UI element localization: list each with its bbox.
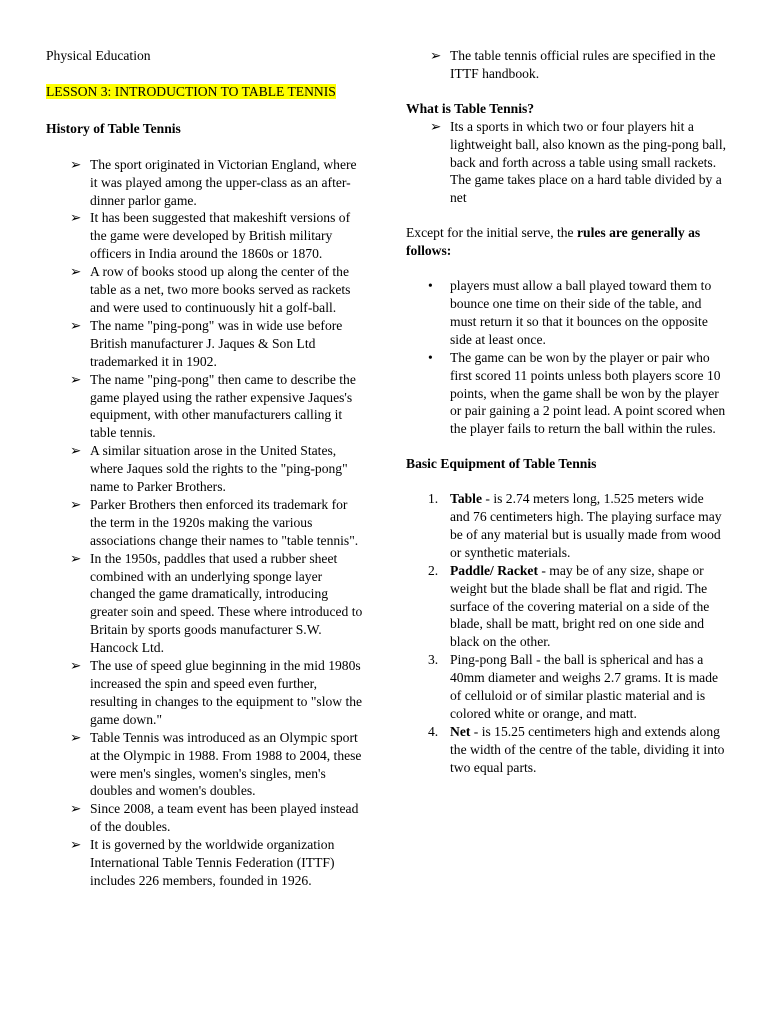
list-item: ➢ Parker Brothers then enforced its trademark for the term in the 1920s making the various associations change their names to "table tennis".	[70, 496, 359, 548]
list-item: ➢ Since 2008, a team event has been played instead of the doubles.	[70, 801, 359, 835]
arrow-bullet-icon: ➢	[70, 156, 82, 172]
list-item: ➢ The sport originated in Victorian England, where it was played among the upper-class as an after-dinner parlor game.	[70, 156, 357, 208]
list-item: • The game can be won by the player or pair who first scored 11 points unless both players score 10 points, when the game shall be won by the player or pair gaining a 2 point lead. A point scored when the player fails to return the ball within the rules.	[428, 349, 726, 437]
list-item: 4. Net - is 15.25 centimeters high and extends along the width of the centre of the table, dividing it into two equal parts.	[428, 723, 725, 775]
left-column	[46, 47, 364, 890]
arrow-bullet-icon: ➢	[70, 443, 82, 459]
list-item: 1. Table - is 2.74 meters long, 1.525 meters wide and 76 centimeters high. The playing surface may be of any material but is usually made from wood or synthetic materials.	[428, 491, 722, 560]
list-item	[406, 47, 726, 83]
arrow-bullet-icon: ➢	[70, 801, 82, 817]
equipment-heading: Basic Equipment of Table Tennis	[406, 456, 597, 472]
what-is-heading: What is Table Tennis?	[406, 100, 535, 116]
bullet-icon: •	[428, 349, 433, 365]
arrow-bullet-icon: ➢	[70, 496, 82, 512]
subject-label: Physical Education	[46, 48, 151, 63]
list-item: ➢ The use of speed glue beginning in the mid 1980s increased the spin and speed even further, resulting in changes to the equipment to "slow the game down."	[70, 658, 363, 727]
list-item: ➢ The name "ping-pong" was in wide use before British manufacturer J. Jaques & Son Ltd trademarked it in 1902.	[70, 317, 343, 369]
list-item: ➢ Table Tennis was introduced as an Olympic sport at the Olympic in 1988. From 1988 to 2004, these were men's singles, women's singles, men's doubles and women's doubles.	[70, 729, 362, 799]
list-item: ➢ The name "ping-pong" then came to describe the game played using the rather expensive Jaques's equipment, with other manufacturers calling it table tennis.	[70, 371, 356, 441]
lesson-title-wrap	[46, 83, 364, 101]
right-column	[406, 47, 726, 777]
arrow-bullet-icon: ➢	[70, 210, 82, 226]
list-item: 2. Paddle/ Racket - may be of any size, shape or weight but the blade shall be flat and rigid. The surface of the covering material on a side of the blade, shall be matt, bright red on one side and black on the other.	[428, 562, 710, 650]
list-item: 3. Ping-pong Ball - the ball is spherical and has a 40mm diameter and weighs 2.7 grams. It is made of celluloid or of similar plastic material and is colored white or orange, and matt.	[428, 652, 719, 721]
arrow-bullet-icon: ➢	[70, 317, 82, 333]
rules-note-list	[406, 47, 726, 83]
list-item: ➢ It is governed by the worldwide organization International Table Tennis Federation (ITTF) includes 226 members, founded in 1926.	[70, 837, 335, 888]
arrow-bullet-icon: ➢	[70, 658, 82, 674]
what-is-list	[406, 118, 726, 208]
history-list	[46, 156, 364, 890]
arrow-bullet-icon: ➢	[70, 837, 82, 853]
arrow-bullet-icon: ➢	[70, 264, 82, 280]
equipment-list	[406, 490, 726, 777]
arrow-bullet-icon: ➢	[430, 118, 442, 134]
rules-intro: Except for the initial serve, the rules are generally as follows:	[406, 225, 701, 259]
lesson-title: LESSON 3: INTRODUCTION TO TABLE TENNIS	[46, 83, 336, 99]
bullet-icon: •	[428, 278, 433, 294]
rules-list	[406, 277, 726, 438]
arrow-bullet-icon: ➢	[70, 550, 82, 566]
list-item: • players must allow a ball played toward them to bounce one time on their side of the table, and must return it so that it bounces on the opposite side at least once.	[428, 278, 712, 347]
list-item: ➢ A similar situation arose in the United States, where Jaques sold the rights to the "ping-pong" name to Parker Brothers.	[70, 443, 348, 495]
list-item: ➢ Its a sports in which two or four players hit a lightweight ball, also known as the ping-pong ball, back and forth across a table using small rackets. The game takes place on a hard table divided by a net	[430, 118, 726, 206]
arrow-bullet-icon: ➢	[70, 729, 82, 745]
history-heading: History of Table Tennis	[46, 120, 181, 136]
list-item: ➢ A row of books stood up along the center of the table as a net, two more books served as rackets and were used to continuously hit a golf-ball.	[70, 264, 351, 315]
arrow-bullet-icon: ➢	[430, 48, 442, 63]
list-item: ➢ It has been suggested that makeshift versions of the game were developed by British military officers in India around the 1860s or 1870.	[70, 210, 351, 262]
arrow-bullet-icon: ➢	[70, 371, 82, 387]
rules-note: The table tennis official rules are specified in the ITTF handbook.	[450, 48, 716, 81]
list-item: ➢ In the 1950s, paddles that used a rubber sheet combined with an underlying sponge layer changed the game dramatically, introducing greater soin and speed. These where introduced to Britain by sports goods manufacturer S.W. Hancock Ltd.	[70, 550, 363, 656]
